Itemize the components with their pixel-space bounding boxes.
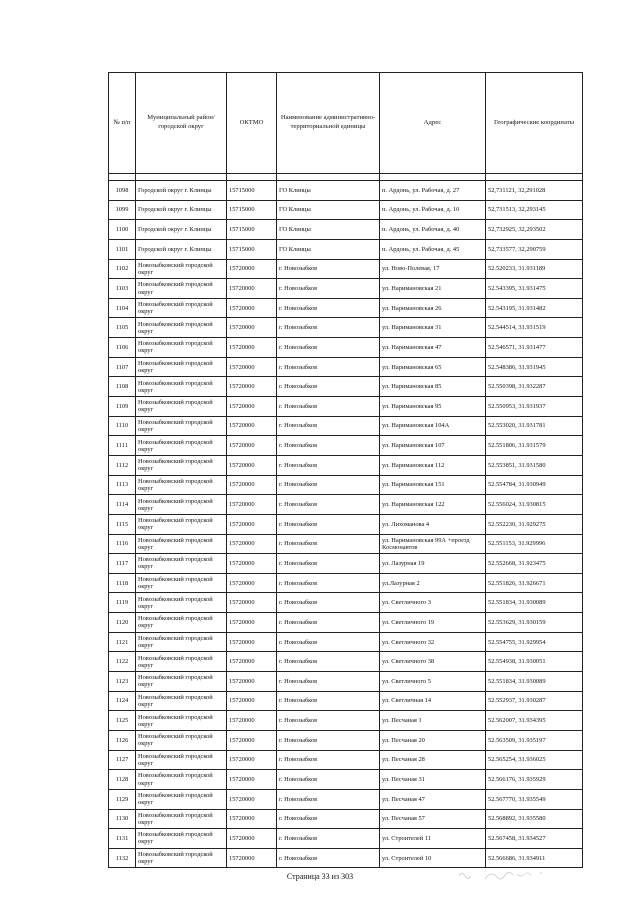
cell-oktmo: 15720000 bbox=[227, 652, 277, 672]
cell-municipality: Новозыбковский городской округ bbox=[136, 632, 227, 652]
cell-address: ул. Песчаная 47 bbox=[380, 789, 486, 809]
cell-admin-unit: г. Новозыбков bbox=[277, 632, 380, 652]
cell-address: ул. Песчаная 57 bbox=[380, 809, 486, 829]
cell-oktmo: 15720000 bbox=[227, 789, 277, 809]
cell-oktmo: 15720000 bbox=[227, 318, 277, 338]
table-row bbox=[109, 377, 583, 397]
cell-address: ул. Наримановская 107 bbox=[380, 436, 486, 456]
page-number: Страница 33 из 303 bbox=[286, 872, 354, 881]
cell-coordinates: 52,731121, 32,291028 bbox=[486, 181, 583, 201]
cell-number: 1113 bbox=[109, 475, 136, 495]
cell-number: 1100 bbox=[109, 220, 136, 240]
cell-oktmo: 15720000 bbox=[227, 298, 277, 318]
cell-admin-unit: г. Новозыбков bbox=[277, 789, 380, 809]
table-row bbox=[109, 789, 583, 809]
cell-number: 1099 bbox=[109, 200, 136, 220]
cell-coordinates: 52.543395, 31.931475 bbox=[486, 279, 583, 299]
cell-admin-unit: г. Новозыбков bbox=[277, 377, 380, 397]
cell-admin-unit: ГО Клинцы bbox=[277, 181, 380, 201]
header-oktmo: ОКТМО bbox=[227, 73, 277, 174]
cell-oktmo: 15720000 bbox=[227, 770, 277, 790]
cell-admin-unit: г. Новозыбков bbox=[277, 573, 380, 593]
table-row bbox=[109, 455, 583, 475]
cell-number: 1101 bbox=[109, 239, 136, 259]
table-row bbox=[109, 750, 583, 770]
cell-number: 1112 bbox=[109, 455, 136, 475]
cell-municipality: Городской округ г. Клинцы bbox=[136, 181, 227, 201]
cell-admin-unit: ГО Клинцы bbox=[277, 239, 380, 259]
cell-number: 1108 bbox=[109, 377, 136, 397]
header-number: № п/п bbox=[109, 73, 136, 174]
table-row bbox=[109, 829, 583, 849]
cell-coordinates: 52.566686, 31.934911 bbox=[486, 848, 583, 868]
cell-coordinates: 52.550398, 31.932287 bbox=[486, 377, 583, 397]
cell-municipality: Новозыбковский городской округ bbox=[136, 436, 227, 456]
cell-municipality: Новозыбковский городской округ bbox=[136, 338, 227, 358]
cell-coordinates: 52.551834, 31.930089 bbox=[486, 672, 583, 692]
cell-municipality: Новозыбковский городской округ bbox=[136, 475, 227, 495]
table-row bbox=[109, 632, 583, 652]
cell-oktmo: 15715000 bbox=[227, 239, 277, 259]
cell-coordinates: 52.551153, 31.929996 bbox=[486, 534, 583, 554]
cell-coordinates: 52.546571, 31.931477 bbox=[486, 338, 583, 358]
cell-admin-unit: г. Новозыбков bbox=[277, 279, 380, 299]
cell-admin-unit: г. Новозыбков bbox=[277, 475, 380, 495]
cell-oktmo: 15720000 bbox=[227, 632, 277, 652]
cell-municipality: Новозыбковский городской округ bbox=[136, 652, 227, 672]
cell-municipality: Новозыбковский городской округ bbox=[136, 298, 227, 318]
cell-coordinates: 52.552668, 31.923475 bbox=[486, 554, 583, 574]
cell-municipality: Новозыбковский городской округ bbox=[136, 455, 227, 475]
cell-oktmo: 15720000 bbox=[227, 809, 277, 829]
cell-admin-unit: г. Новозыбков bbox=[277, 436, 380, 456]
table-row bbox=[109, 436, 583, 456]
cell-number: 1103 bbox=[109, 279, 136, 299]
table-row bbox=[109, 672, 583, 692]
cell-number: 1118 bbox=[109, 573, 136, 593]
cell-address: ул.Лазурная 2 bbox=[380, 573, 486, 593]
table-row bbox=[109, 298, 583, 318]
cell-address: ул. Светличного 32 bbox=[380, 632, 486, 652]
cell-address: ул. Светличного 5 bbox=[380, 672, 486, 692]
cell-address: п. Ардонь, ул. Рабочая, д. 27 bbox=[380, 181, 486, 201]
cell-address: п. Ардонь, ул. Рабочая, д. 40 bbox=[380, 220, 486, 240]
cell-coordinates: 52.568892, 31.935580 bbox=[486, 809, 583, 829]
cell-admin-unit: г. Новозыбков bbox=[277, 318, 380, 338]
cell-oktmo: 15720000 bbox=[227, 338, 277, 358]
cell-number: 1131 bbox=[109, 829, 136, 849]
cell-oktmo: 15720000 bbox=[227, 593, 277, 613]
cell-address: ул. Наримановская 104А bbox=[380, 416, 486, 436]
cell-address: ул. Песчаная 1 bbox=[380, 711, 486, 731]
cell-admin-unit: ГО Клинцы bbox=[277, 220, 380, 240]
cell-admin-unit: г. Новозыбков bbox=[277, 730, 380, 750]
cell-number: 1121 bbox=[109, 632, 136, 652]
table-row bbox=[109, 495, 583, 515]
cell-coordinates: 52.566176, 31.935929 bbox=[486, 770, 583, 790]
table-row bbox=[109, 730, 583, 750]
cell-municipality: Новозыбковский городской округ bbox=[136, 750, 227, 770]
cell-number: 1124 bbox=[109, 691, 136, 711]
cell-oktmo: 15720000 bbox=[227, 475, 277, 495]
table-row bbox=[109, 534, 583, 554]
cell-coordinates: 52.565254, 31.936025 bbox=[486, 750, 583, 770]
cell-address: ул. Наримановская 85 bbox=[380, 377, 486, 397]
cell-coordinates: 52.552230, 31.929275 bbox=[486, 514, 583, 534]
cell-oktmo: 15720000 bbox=[227, 711, 277, 731]
cell-number: 1111 bbox=[109, 436, 136, 456]
table-row bbox=[109, 514, 583, 534]
cell-address: ул. Наримановская 95 bbox=[380, 397, 486, 417]
cell-admin-unit: г. Новозыбков bbox=[277, 750, 380, 770]
cell-municipality: Новозыбковский городской округ bbox=[136, 279, 227, 299]
cell-coordinates: 52.563509, 31.935197 bbox=[486, 730, 583, 750]
registry-table bbox=[108, 72, 583, 868]
cell-number: 1117 bbox=[109, 554, 136, 574]
table-row bbox=[109, 318, 583, 338]
cell-address: ул. Песчаная 28 bbox=[380, 750, 486, 770]
table-row bbox=[109, 652, 583, 672]
header-coordinates: Географические координаты bbox=[486, 73, 583, 174]
cell-coordinates: 52.550953, 31.931937 bbox=[486, 397, 583, 417]
table-body bbox=[109, 174, 583, 868]
cell-admin-unit: г. Новозыбков bbox=[277, 338, 380, 358]
cell-coordinates: 52.548386, 31.931945 bbox=[486, 357, 583, 377]
table-row bbox=[109, 573, 583, 593]
cell-coordinates: 52.567458, 31.934527 bbox=[486, 829, 583, 849]
cell-coordinates: 52.551834, 31.930089 bbox=[486, 593, 583, 613]
cell-coordinates: 52,733577, 32,290759 bbox=[486, 239, 583, 259]
cell-address: ул. Светличного 19 bbox=[380, 613, 486, 633]
cell-oktmo: 15720000 bbox=[227, 672, 277, 692]
cell-number: 1116 bbox=[109, 534, 136, 554]
cell-municipality: Новозыбковский городской округ bbox=[136, 357, 227, 377]
cell-address: ул. Светличная 14 bbox=[380, 691, 486, 711]
table-row bbox=[109, 220, 583, 240]
cell-oktmo: 15720000 bbox=[227, 730, 277, 750]
cell-municipality: Новозыбковский городской округ bbox=[136, 514, 227, 534]
cell-oktmo: 15720000 bbox=[227, 357, 277, 377]
cell-oktmo: 15720000 bbox=[227, 279, 277, 299]
cell-municipality: Новозыбковский городской округ bbox=[136, 613, 227, 633]
cell-address: ул. Наримановская 21 bbox=[380, 279, 486, 299]
table-row bbox=[109, 357, 583, 377]
cell-admin-unit: г. Новозыбков bbox=[277, 809, 380, 829]
cell-admin-unit: г. Новозыбков bbox=[277, 416, 380, 436]
cell-number: 1114 bbox=[109, 495, 136, 515]
table-row bbox=[109, 691, 583, 711]
cell-number: 1115 bbox=[109, 514, 136, 534]
cell-admin-unit: г. Новозыбков bbox=[277, 455, 380, 475]
cell-address: ул. Наримановская 47 bbox=[380, 338, 486, 358]
faint-signature-mark bbox=[455, 864, 555, 886]
cell-number: 1102 bbox=[109, 259, 136, 279]
cell-address: ул. Ново-Полевая, 17 bbox=[380, 259, 486, 279]
cell-number: 1123 bbox=[109, 672, 136, 692]
cell-coordinates: 52.562007, 31.934395 bbox=[486, 711, 583, 731]
cell-coordinates: 52.554784, 31.930949 bbox=[486, 475, 583, 495]
cell-admin-unit: г. Новозыбков bbox=[277, 298, 380, 318]
cell-municipality: Новозыбковский городской округ bbox=[136, 730, 227, 750]
cell-oktmo: 15720000 bbox=[227, 691, 277, 711]
cell-address: п. Ардонь, ул. Рабочая, д. 10 bbox=[380, 200, 486, 220]
cell-address: ул. Лихоманова 4 bbox=[380, 514, 486, 534]
cell-number: 1126 bbox=[109, 730, 136, 750]
cell-coordinates: 52.520233, 31.931189 bbox=[486, 259, 583, 279]
cell-number: 1106 bbox=[109, 338, 136, 358]
cell-number: 1098 bbox=[109, 181, 136, 201]
cell-admin-unit: г. Новозыбков bbox=[277, 711, 380, 731]
cell-oktmo: 15720000 bbox=[227, 495, 277, 515]
cell-municipality: Новозыбковский городской округ bbox=[136, 534, 227, 554]
cell-address: ул. Наримановская 99А +проезд Космонавтов bbox=[380, 534, 486, 554]
cell-coordinates: 52.551806, 31.931579 bbox=[486, 436, 583, 456]
cell-municipality: Городской округ г. Клинцы bbox=[136, 200, 227, 220]
cell-admin-unit: г. Новозыбков bbox=[277, 534, 380, 554]
cell-address: ул. Наримановская 112 bbox=[380, 455, 486, 475]
cell-municipality: Новозыбковский городской округ bbox=[136, 672, 227, 692]
cell-number: 1125 bbox=[109, 711, 136, 731]
cell-address: п. Ардонь, ул. Рабочая, д. 45 bbox=[380, 239, 486, 259]
table-row bbox=[109, 554, 583, 574]
cell-municipality: Новозыбковский городской округ bbox=[136, 318, 227, 338]
table-row bbox=[109, 593, 583, 613]
table-row bbox=[109, 770, 583, 790]
cell-admin-unit: г. Новозыбков bbox=[277, 495, 380, 515]
cell-municipality: Новозыбковский городской округ bbox=[136, 495, 227, 515]
cell-admin-unit: г. Новозыбков bbox=[277, 554, 380, 574]
table-spacer-row bbox=[109, 174, 583, 181]
table-row bbox=[109, 613, 583, 633]
cell-admin-unit: г. Новозыбков bbox=[277, 593, 380, 613]
cell-address: ул. Светличного 38 bbox=[380, 652, 486, 672]
cell-oktmo: 15720000 bbox=[227, 377, 277, 397]
cell-coordinates: 52.553020, 31.931781 bbox=[486, 416, 583, 436]
cell-oktmo: 15715000 bbox=[227, 200, 277, 220]
cell-coordinates: 52.553851, 31.931580 bbox=[486, 455, 583, 475]
cell-admin-unit: г. Новозыбков bbox=[277, 848, 380, 868]
cell-oktmo: 15720000 bbox=[227, 455, 277, 475]
cell-admin-unit: г. Новозыбков bbox=[277, 770, 380, 790]
cell-oktmo: 15720000 bbox=[227, 514, 277, 534]
cell-municipality: Новозыбковский городской округ bbox=[136, 554, 227, 574]
cell-admin-unit: ГО Клинцы bbox=[277, 200, 380, 220]
table-row bbox=[109, 475, 583, 495]
cell-address: ул. Наримановская 26 bbox=[380, 298, 486, 318]
cell-admin-unit: г. Новозыбков bbox=[277, 652, 380, 672]
cell-number: 1122 bbox=[109, 652, 136, 672]
cell-address: ул. Светличного 3 bbox=[380, 593, 486, 613]
table-row bbox=[109, 397, 583, 417]
cell-oktmo: 15720000 bbox=[227, 848, 277, 868]
cell-municipality: Городской округ г. Клинцы bbox=[136, 239, 227, 259]
table-row bbox=[109, 809, 583, 829]
cell-oktmo: 15715000 bbox=[227, 220, 277, 240]
table-row bbox=[109, 259, 583, 279]
cell-coordinates: 52,731513, 32,293145 bbox=[486, 200, 583, 220]
cell-municipality: Новозыбковский городской округ bbox=[136, 829, 227, 849]
cell-number: 1128 bbox=[109, 770, 136, 790]
cell-number: 1129 bbox=[109, 789, 136, 809]
cell-municipality: Новозыбковский городской округ bbox=[136, 573, 227, 593]
cell-oktmo: 15720000 bbox=[227, 534, 277, 554]
cell-number: 1120 bbox=[109, 613, 136, 633]
cell-address: ул. Строителей 10 bbox=[380, 848, 486, 868]
cell-coordinates: 52.556024, 31.930815 bbox=[486, 495, 583, 515]
cell-coordinates: 52.554755, 31.929954 bbox=[486, 632, 583, 652]
cell-coordinates: 52,732925, 32,293502 bbox=[486, 220, 583, 240]
cell-coordinates: 52.554938, 31.930051 bbox=[486, 652, 583, 672]
table-row bbox=[109, 416, 583, 436]
cell-admin-unit: г. Новозыбков bbox=[277, 613, 380, 633]
cell-number: 1130 bbox=[109, 809, 136, 829]
cell-municipality: Городской округ г. Клинцы bbox=[136, 220, 227, 240]
cell-coordinates: 52.553629, 31.930159 bbox=[486, 613, 583, 633]
cell-address: ул. Наримановская 122 bbox=[380, 495, 486, 515]
cell-number: 1109 bbox=[109, 397, 136, 417]
cell-address: ул. Песчаная 31 bbox=[380, 770, 486, 790]
cell-oktmo: 15715000 bbox=[227, 181, 277, 201]
cell-coordinates: 52.543195, 31.931482 bbox=[486, 298, 583, 318]
table-row bbox=[109, 181, 583, 201]
table-row bbox=[109, 711, 583, 731]
table-header-row bbox=[109, 73, 583, 174]
cell-oktmo: 15720000 bbox=[227, 416, 277, 436]
cell-coordinates: 52.551826, 31.926671 bbox=[486, 573, 583, 593]
cell-admin-unit: г. Новозыбков bbox=[277, 397, 380, 417]
cell-municipality: Новозыбковский городской округ bbox=[136, 593, 227, 613]
cell-admin-unit: г. Новозыбков bbox=[277, 357, 380, 377]
cell-oktmo: 15720000 bbox=[227, 554, 277, 574]
cell-address: ул. Наримановская 31 bbox=[380, 318, 486, 338]
cell-oktmo: 15720000 bbox=[227, 397, 277, 417]
cell-number: 1127 bbox=[109, 750, 136, 770]
cell-municipality: Новозыбковский городской округ bbox=[136, 711, 227, 731]
cell-address: ул. Строителей 11 bbox=[380, 829, 486, 849]
cell-number: 1107 bbox=[109, 357, 136, 377]
header-admin-unit: Наименование административно-территориальной единицы bbox=[277, 73, 380, 174]
cell-admin-unit: г. Новозыбков bbox=[277, 672, 380, 692]
table-row bbox=[109, 279, 583, 299]
cell-number: 1132 bbox=[109, 848, 136, 868]
cell-address: ул. Наримановская 151 bbox=[380, 475, 486, 495]
cell-coordinates: 52.552937, 31.930287 bbox=[486, 691, 583, 711]
cell-coordinates: 52.567770, 31.935549 bbox=[486, 789, 583, 809]
cell-number: 1119 bbox=[109, 593, 136, 613]
cell-admin-unit: г. Новозыбков bbox=[277, 259, 380, 279]
cell-municipality: Новозыбковский городской округ bbox=[136, 789, 227, 809]
cell-address: ул. Лазурная 19 bbox=[380, 554, 486, 574]
cell-oktmo: 15720000 bbox=[227, 613, 277, 633]
table-row bbox=[109, 338, 583, 358]
cell-oktmo: 15720000 bbox=[227, 436, 277, 456]
cell-coordinates: 52.544514, 31.931519 bbox=[486, 318, 583, 338]
cell-oktmo: 15720000 bbox=[227, 573, 277, 593]
cell-municipality: Новозыбковский городской округ bbox=[136, 809, 227, 829]
cell-number: 1104 bbox=[109, 298, 136, 318]
cell-municipality: Новозыбковский городской округ bbox=[136, 416, 227, 436]
cell-admin-unit: г. Новозыбков bbox=[277, 829, 380, 849]
cell-admin-unit: г. Новозыбков bbox=[277, 514, 380, 534]
cell-municipality: Новозыбковский городской округ bbox=[136, 848, 227, 868]
cell-municipality: Новозыбковский городской округ bbox=[136, 397, 227, 417]
cell-number: 1110 bbox=[109, 416, 136, 436]
cell-oktmo: 15720000 bbox=[227, 259, 277, 279]
cell-municipality: Новозыбковский городской округ bbox=[136, 691, 227, 711]
cell-number: 1105 bbox=[109, 318, 136, 338]
cell-municipality: Новозыбковский городской округ bbox=[136, 259, 227, 279]
table-row bbox=[109, 200, 583, 220]
cell-address: ул. Песчаная 20 bbox=[380, 730, 486, 750]
table-row bbox=[109, 239, 583, 259]
cell-address: ул. Наримановская 65 bbox=[380, 357, 486, 377]
cell-municipality: Новозыбковский городской округ bbox=[136, 377, 227, 397]
cell-admin-unit: г. Новозыбков bbox=[277, 691, 380, 711]
cell-municipality: Новозыбковский городской округ bbox=[136, 770, 227, 790]
header-address: Адрес bbox=[380, 73, 486, 174]
cell-oktmo: 15720000 bbox=[227, 829, 277, 849]
header-municipality: Муниципальный район/городской округ bbox=[136, 73, 227, 174]
cell-oktmo: 15720000 bbox=[227, 750, 277, 770]
